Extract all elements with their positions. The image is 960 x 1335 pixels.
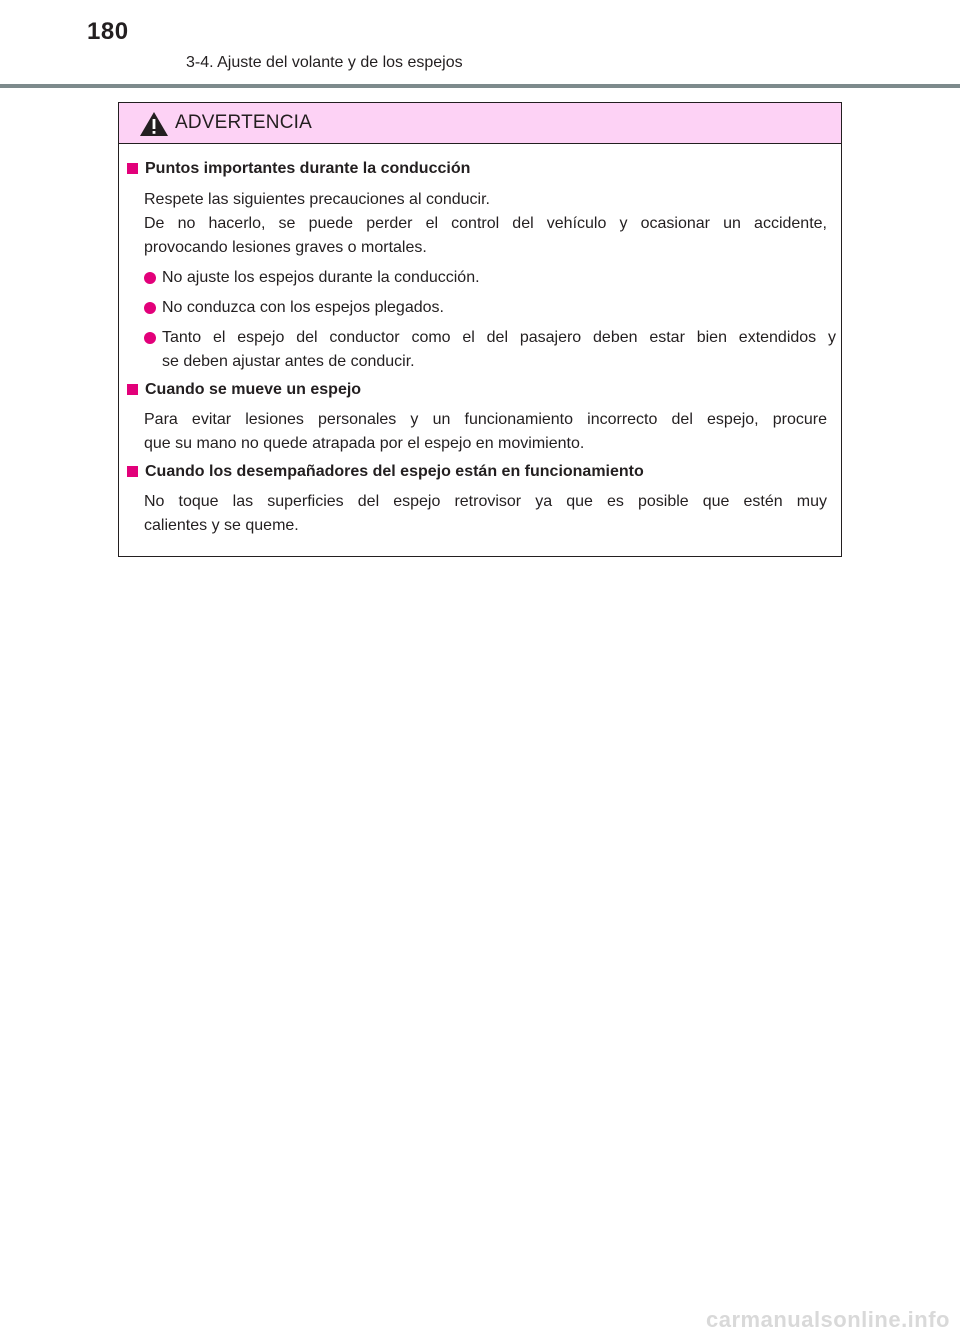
paragraph: Respete las siguientes precauciones al conducir. De no hacerlo, se puede perder el control del vehículo y ocasionar un accidente, provocando lesiones graves o mortales. [144,191,827,256]
warning-box: ADVERTENCIA Puntos importantes durante la conducción Respete las siguientes precauciones al conducir. De no hacerlo, se puede perder el control del vehículo y ocasionar un accidente, provocando lesiones graves o mortales. No ajuste los espejos durante la conducción. No conduzca con los espejos plegados. Tanto el espejo del conductor como el del pasajero deben estar bien extendidos y se deben ajustar antes de conducir. Cuando se mueve un espejo Para evitar lesiones personales y un funcionamiento incorrecto del espejo, procure que su mano no quede atrapada por el espejo en movimiento. Cuando los desempañadores del espejo están en funcionamiento No toque las superficies del espejo retrovisor ya que es posible que estén muy calientes y se queme. [118,102,842,557]
watermark-logo [560,1302,960,1335]
section-title: 3-4. Ajuste del volante y de los espejos [186,54,463,71]
square-bullet-icon [127,384,138,395]
svg-text:carmanualsonline.info: carmanualsonline.info [706,1307,950,1332]
section-heading: Cuando los desempañadores del espejo están en funcionamiento [127,463,644,481]
warning-title: ADVERTENCIA [175,112,312,133]
circle-bullet-icon [144,302,156,314]
square-bullet-icon [127,163,138,174]
page-number: 180 [87,18,129,45]
paragraph: Para evitar lesiones personales y un funcionamiento incorrecto del espejo, procure que su mano no quede atrapada por el espejo en movimiento. [144,411,827,452]
warning-triangle-icon [139,111,169,137]
circle-bullet-icon [144,332,156,344]
section-heading: Cuando se mueve un espejo [127,381,361,399]
paragraph: No toque las superficies del espejo retrovisor ya que es posible que estén muy calientes y se queme. [144,493,827,534]
square-bullet-icon [127,466,138,477]
page-header [0,0,960,92]
section-heading: Puntos importantes durante la conducción [127,160,470,178]
header-rule [0,84,960,88]
circle-bullet-icon [144,272,156,284]
warning-header [119,103,841,144]
